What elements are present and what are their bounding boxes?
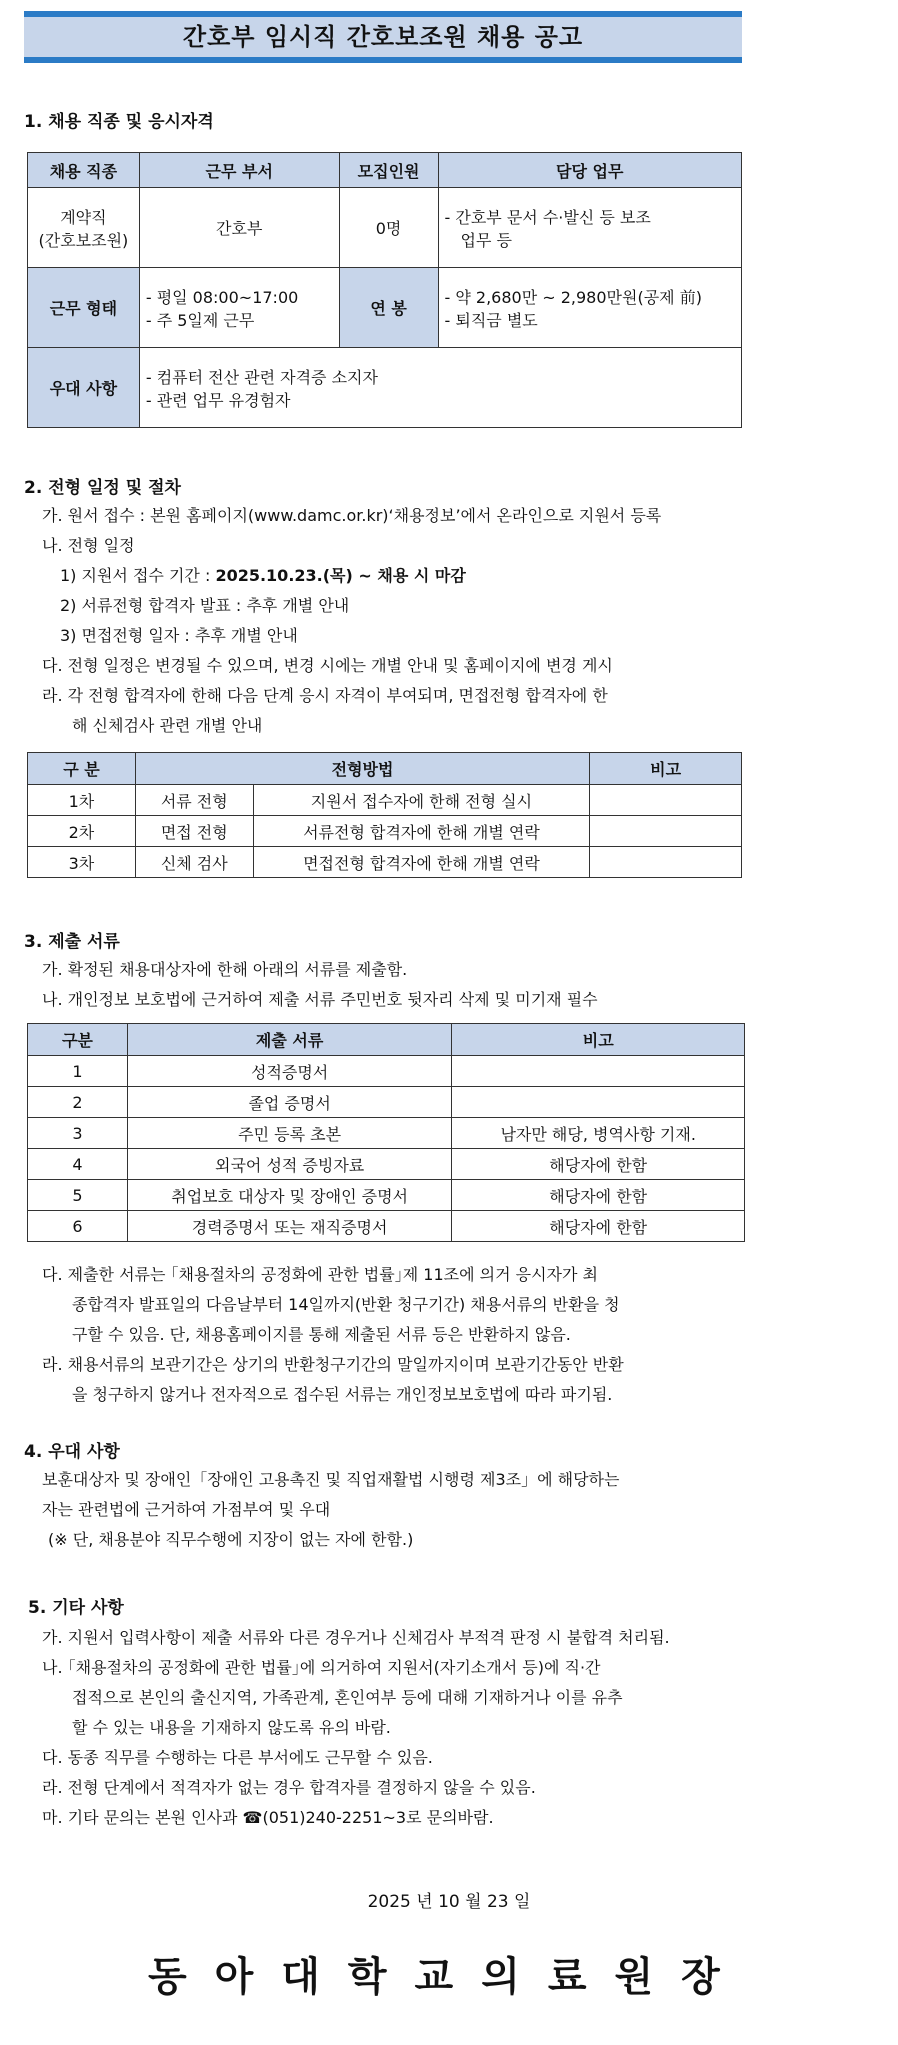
section-5-heading: 5. 기타 사항 [28, 1598, 124, 1618]
s5-item-na-cont: 접적으로 본인의 출신지역, 가족관계, 혼인여부 등에 대해 기재하거나 이를 유추 [72, 1688, 623, 1707]
type-cell: 신체 검사 [135, 847, 253, 878]
preference-cell [139, 348, 741, 428]
s3-item-ga: 가. 확정된 채용대상자에 한해 아래의 서류를 제출함. [42, 960, 408, 979]
note-cell: 해당자에 한함 [452, 1149, 745, 1180]
doc-cell: 졸업 증명서 [127, 1087, 452, 1118]
worktype-row [28, 268, 742, 348]
s4-line: 자는 관련법에 근거하여 가점부여 및 우대 [42, 1500, 331, 1519]
no-cell: 4 [28, 1149, 128, 1180]
salary-line: - 퇴직금 별도 [444, 310, 538, 330]
header-cell: 담당 업무 [438, 153, 742, 188]
type-cell: 서류 전형 [135, 785, 253, 816]
stage-cell: 3차 [28, 847, 136, 878]
worktype-line: - 주 5일제 근무 [145, 310, 255, 330]
job-line: 계약직 [60, 207, 107, 227]
header-cell: 근무 부서 [139, 153, 339, 188]
no-cell: 5 [28, 1180, 128, 1211]
s5-item-na-cont: 할 수 있는 내용을 기재하지 않도록 유의 바람. [72, 1718, 391, 1737]
process-table [27, 752, 742, 878]
s3-item-da-cont: 종합격자 발표일의 다음날부터 14일까지(반환 청구기간) 채용서류의 반환을 청 [72, 1295, 620, 1314]
header-cell: 채용 직종 [28, 153, 140, 188]
no-cell: 3 [28, 1118, 128, 1149]
preference-line: - 컴퓨터 전산 관련 자격증 소지자 [145, 367, 378, 387]
header-cell: 구분 [28, 1024, 128, 1056]
s3-item-da-cont: 구할 수 있음. 단, 채용홈페이지를 통해 제출된 서류 등은 반환하지 않음. [72, 1325, 571, 1344]
note-cell [590, 847, 742, 878]
salary-label: 연 봉 [339, 268, 438, 348]
s3-item-ra-cont: 을 청구하지 않거나 전자적으로 접수된 서류는 개인정보보호법에 따라 파기됨. [72, 1385, 613, 1404]
doc-cell: 외국어 성적 증빙자료 [127, 1149, 452, 1180]
s2-sub-3: 3) 면접전형 일자 : 추후 개별 안내 [60, 626, 298, 645]
duty-line: - 간호부 문서 수·발신 등 보조 [444, 207, 651, 227]
notice-date: 2025 년 10 월 23 일 [367, 1892, 531, 1912]
s3-item-ra: 라. 채용서류의 보관기간은 상기의 반환청구기간의 말일까지이며 보관기간동안 반환 [42, 1355, 624, 1374]
s2-item-na: 나. 전형 일정 [42, 536, 135, 555]
note-cell [590, 816, 742, 847]
no-cell: 1 [28, 1056, 128, 1087]
table-row [28, 1087, 745, 1118]
table-row [28, 785, 742, 816]
section-4-heading: 4. 우대 사항 [24, 1442, 120, 1462]
header-cell: 구 분 [28, 753, 136, 785]
worktype-label: 근무 형태 [28, 268, 140, 348]
no-cell: 6 [28, 1211, 128, 1242]
s4-line: 보훈대상자 및 장애인「장애인 고용촉진 및 직업재활법 시행령 제3조」에 해당하는 [42, 1470, 620, 1489]
count-cell: 0명 [339, 188, 438, 268]
s5-item-ga: 가. 지원서 입력사항이 제출 서류와 다른 경우거나 신체검사 부적격 판정 시 불합격 처리됨. [42, 1628, 670, 1647]
recruit-row [28, 188, 742, 268]
type-cell: 면접 전형 [135, 816, 253, 847]
s3-item-da: 다. 제출한 서류는 ｢채용절차의 공정화에 관한 법률｣제 11조에 의거 응시자가 최 [42, 1265, 598, 1284]
salary-line: - 약 2,680만 ~ 2,980만원(공제 前) [444, 287, 702, 307]
dept-cell: 간호부 [139, 188, 339, 268]
header-cell: 비고 [590, 753, 742, 785]
s5-item-ra: 라. 전형 단계에서 적격자가 없는 경우 합격자를 결정하지 않을 수 있음. [42, 1778, 536, 1797]
header-cell: 모집인원 [339, 153, 438, 188]
title-banner [24, 11, 742, 63]
s2-item-ra-cont: 해 신체검사 관련 개별 안내 [72, 716, 263, 735]
note-cell: 남자만 해당, 병역사항 기재. [452, 1118, 745, 1149]
s2-sub-1-label: 1) 지원서 접수 기간 : [60, 566, 216, 585]
table-row [28, 1149, 745, 1180]
issuer-signature: 동아대학교의료원장 [148, 1953, 748, 2000]
method-cell: 서류전형 합격자에 한해 개별 연락 [253, 816, 589, 847]
note-cell [452, 1056, 745, 1087]
section-3-heading: 3. 제출 서류 [24, 932, 120, 952]
header-cell: 비고 [452, 1024, 745, 1056]
doc-cell: 주민 등록 초본 [127, 1118, 452, 1149]
note-cell: 해당자에 한함 [452, 1180, 745, 1211]
worktype-cell [139, 268, 339, 348]
note-cell [452, 1087, 745, 1118]
table-row [28, 1211, 745, 1242]
table-row [28, 816, 742, 847]
preference-label: 우대 사항 [28, 348, 140, 428]
documents-table [27, 1023, 745, 1242]
stage-cell: 2차 [28, 816, 136, 847]
s2-item-da: 다. 전형 일정은 변경될 수 있으며, 변경 시에는 개별 안내 및 홈페이지에 변경 게시 [42, 656, 613, 675]
s2-item-ra: 라. 각 전형 합격자에 한해 다음 단계 응시 자격이 부여되며, 면접전형 합격자에 한 [42, 686, 608, 705]
table-row [28, 1118, 745, 1149]
note-cell: 해당자에 한함 [452, 1211, 745, 1242]
documents-header-row [28, 1024, 745, 1056]
s5-item-ma: 마. 기타 문의는 본원 인사과 ☎(051)240-2251~3로 문의바람. [42, 1808, 494, 1827]
s2-sub-2: 2) 서류전형 합격자 발표 : 추후 개별 안내 [60, 596, 350, 615]
s2-item-ga: 가. 원서 접수 : 본원 홈페이지(www.damc.or.kr)‘채용정보’에서 온라인으로 지원서 등록 [42, 506, 662, 525]
method-cell: 지원서 접수자에 한해 전형 실시 [253, 785, 589, 816]
s5-item-da: 다. 동종 직무를 수행하는 다른 부서에도 근무할 수 있음. [42, 1748, 433, 1767]
s3-item-na: 나. 개인정보 보호법에 근거하여 제출 서류 주민번호 뒷자리 삭제 및 미기재 필수 [42, 990, 598, 1009]
page-title: 간호부 임시직 간호보조원 채용 공고 [182, 22, 584, 51]
doc-cell: 경력증명서 또는 재직증명서 [127, 1211, 452, 1242]
s5-item-na: 나. ｢채용절차의 공정화에 관한 법률｣에 의거하여 지원서(자기소개서 등)에 직·간 [42, 1658, 601, 1677]
duty-line: 업무 등 [460, 230, 512, 250]
process-header-row [28, 753, 742, 785]
recruit-table [27, 152, 742, 428]
application-period: 2025.10.23.(목) ~ 채용 시 마감 [215, 566, 466, 585]
salary-cell [438, 268, 742, 348]
doc-cell: 취업보호 대상자 및 장애인 증명서 [127, 1180, 452, 1211]
doc-cell: 성적증명서 [127, 1056, 452, 1087]
header-cell: 제출 서류 [127, 1024, 452, 1056]
preference-row [28, 348, 742, 428]
preference-line: - 관련 업무 유경험자 [145, 390, 291, 410]
stage-cell: 1차 [28, 785, 136, 816]
method-cell: 면접전형 합격자에 한해 개별 연락 [253, 847, 589, 878]
s2-sub-1 [60, 563, 466, 586]
table-row [28, 847, 742, 878]
recruit-header-row [28, 153, 742, 188]
duty-cell [438, 188, 742, 268]
table-row [28, 1056, 745, 1087]
no-cell: 2 [28, 1087, 128, 1118]
note-cell [590, 785, 742, 816]
section-2-heading: 2. 전형 일정 및 절차 [24, 478, 181, 498]
job-line: (간호보조원) [38, 230, 129, 250]
section-1-heading: 1. 채용 직종 및 응시자격 [24, 112, 214, 132]
s4-note: (※ 단, 채용분야 직무수행에 지장이 없는 자에 한함.) [48, 1530, 414, 1549]
header-cell: 전형방법 [135, 753, 589, 785]
worktype-line: - 평일 08:00~17:00 [145, 287, 299, 307]
job-cell [28, 188, 140, 268]
table-row [28, 1180, 745, 1211]
